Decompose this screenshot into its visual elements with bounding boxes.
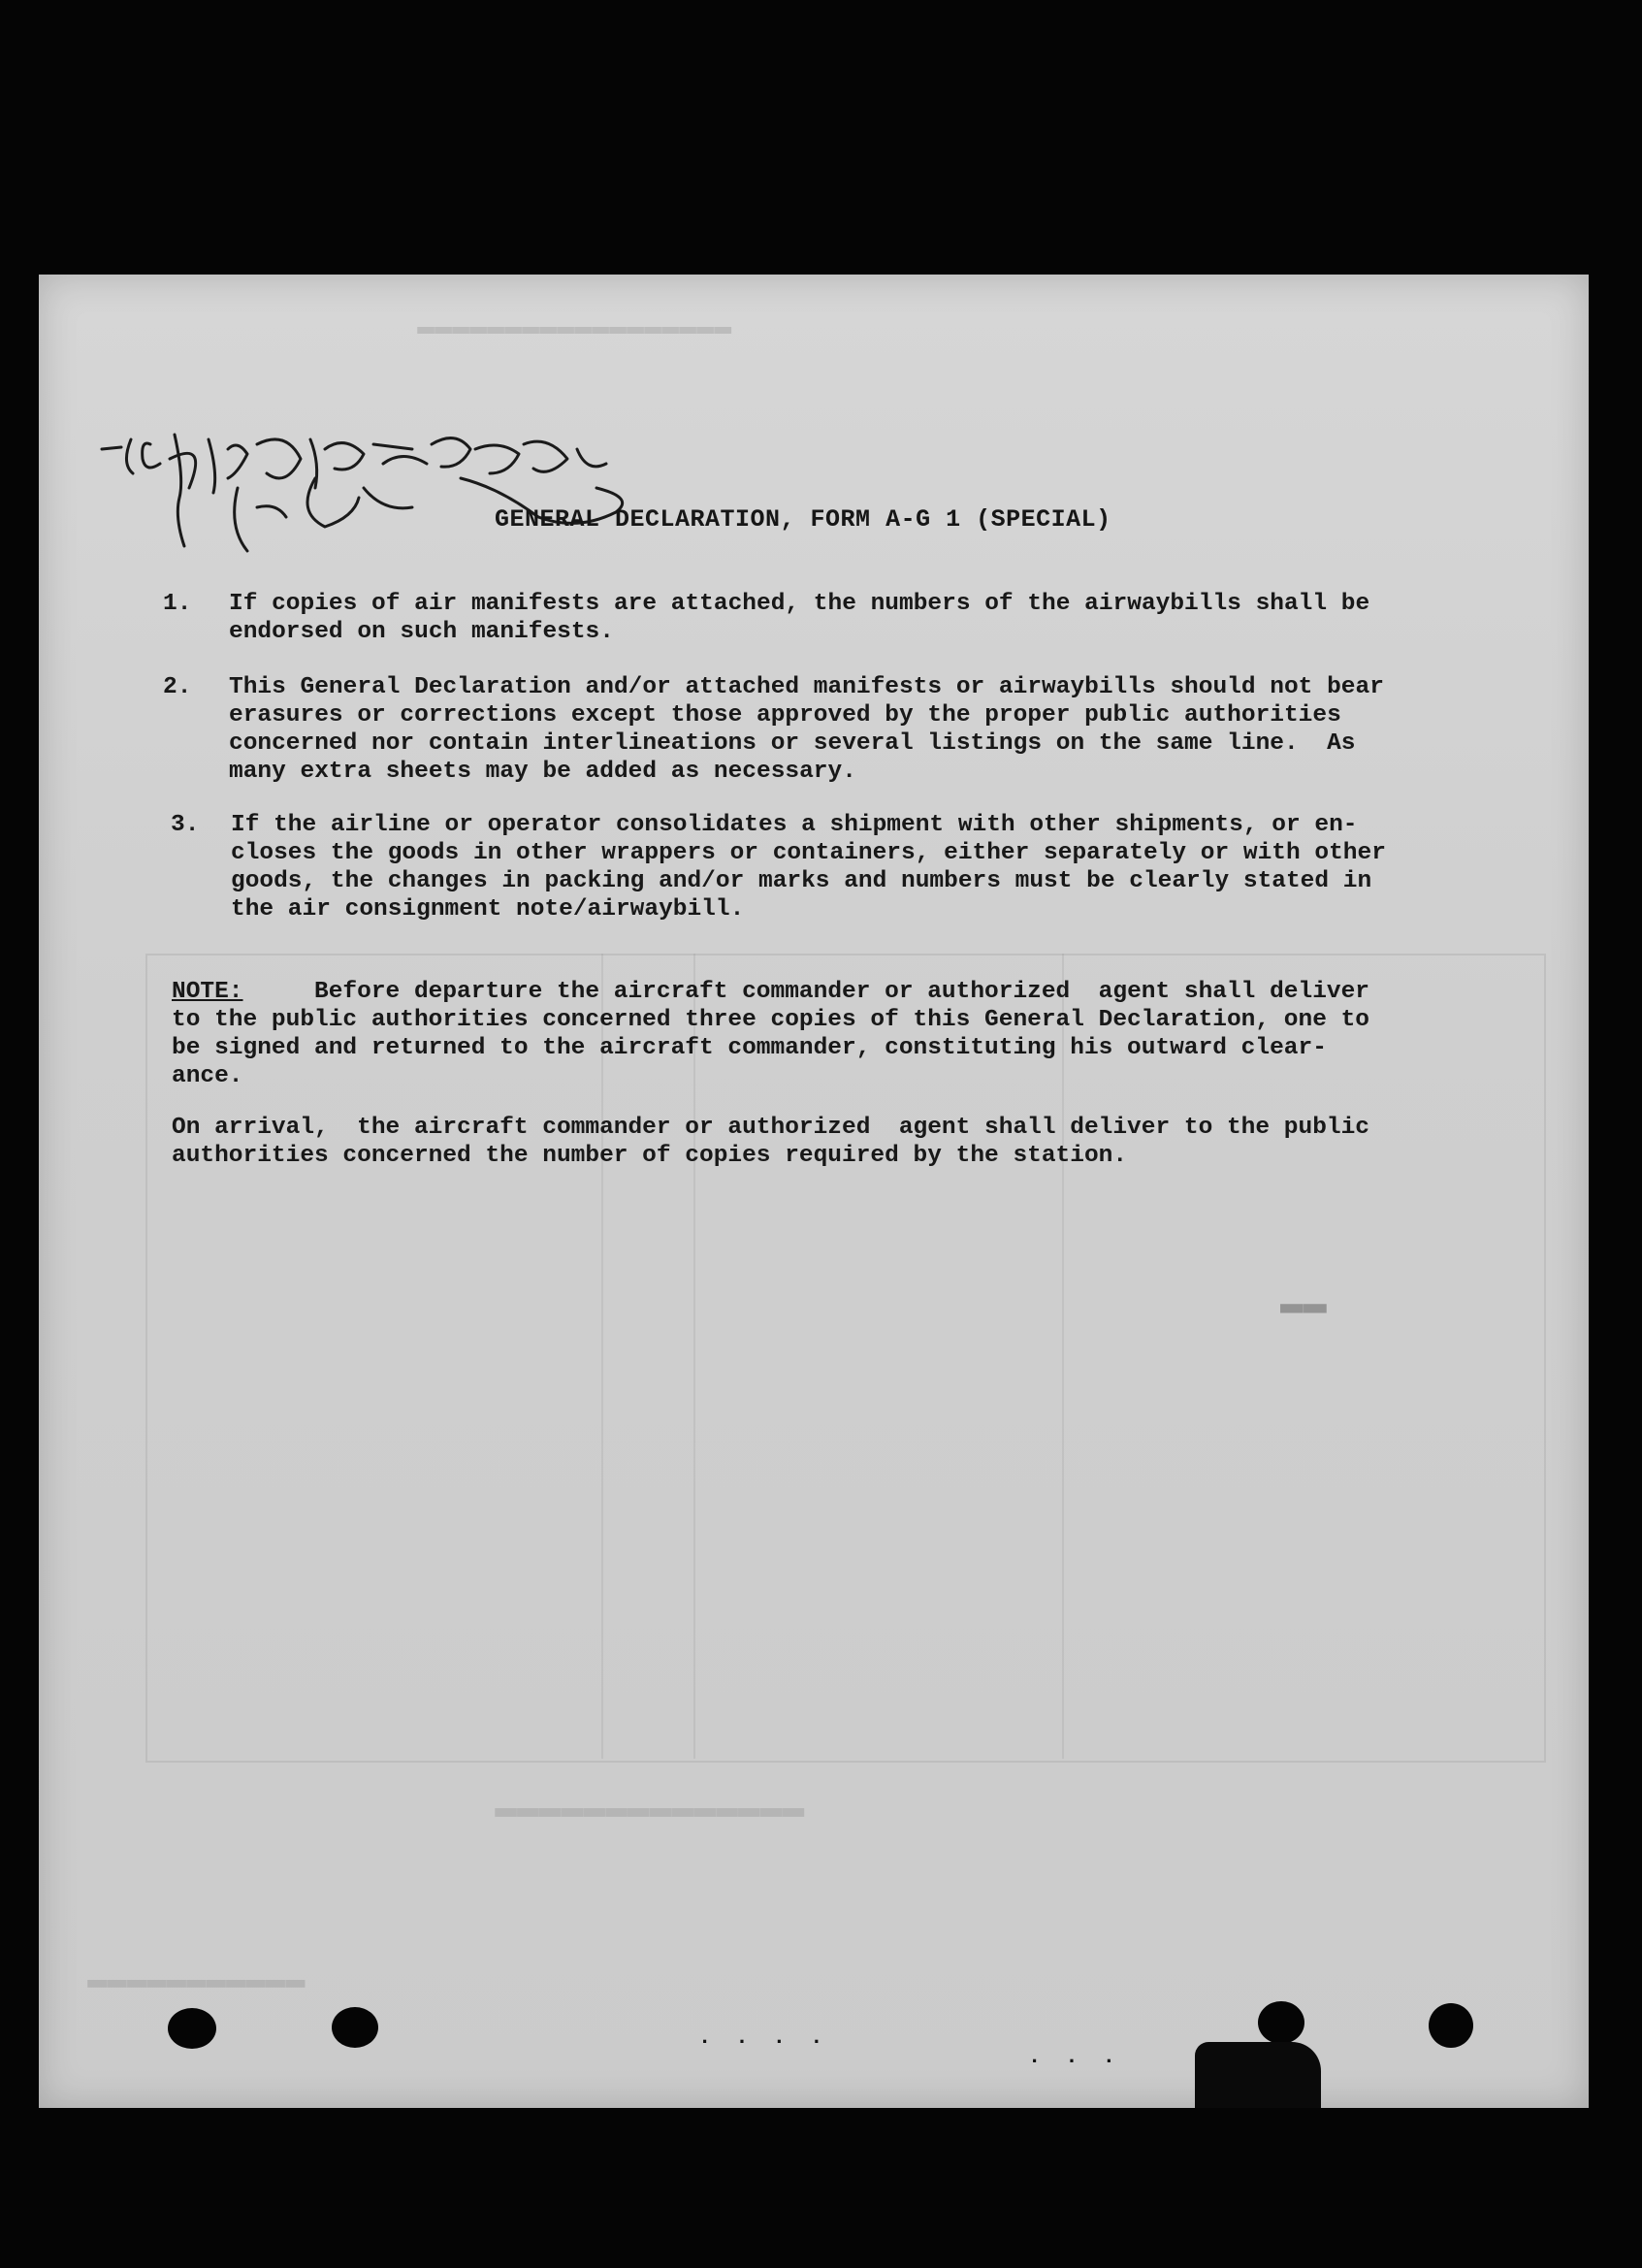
instruction-item (163, 673, 1521, 786)
instruction-text: This General Declaration and/or attached manifests or airwaybills should not bear erasures or corrections except those approved by the proper public authorities concerned nor contain interlineations or several listings on the same line. As many extra sheets may be added as necessary. (229, 674, 1384, 785)
bleed-through-text: ▬▬▬▬▬▬▬▬▬▬▬ (87, 1962, 306, 1999)
arrival-paragraph: On arrival, the aircraft commander or authorized agent shall deliver to the public authorities concerned the number of copies required by the station. (172, 1115, 1370, 1169)
instruction-item (163, 590, 1521, 646)
instruction-item (171, 811, 1529, 923)
note-text: Before departure the aircraft commander or authorized agent shall deliver to the public authorities concerned three copies of this General Declaration, one to be signed and returned to the aircraft commander, constituting his outward clear- ance. (172, 979, 1370, 1089)
bleed-through-text: ▬▬ (1280, 1283, 1328, 1327)
form-title: GENERAL DECLARATION, FORM A-G 1 (SPECIAL) (495, 505, 1111, 534)
bleed-through-text: ▬▬▬▬▬▬▬▬▬▬▬▬▬▬▬▬▬▬ (417, 311, 732, 344)
instruction-text: If copies of air manifests are attached, the numbers of the airwaybills shall be endorsed on such manifests. (229, 591, 1370, 645)
instruction-text: If the airline or operator consolidates a shipment with other shipments, or en- closes the goods in other wrappers or containers, either separately or with other goods, the changes in packing and/or marks and numbers must be clearly stated in the air consignment note/airwaybill. (231, 812, 1386, 923)
punch-hole (1429, 2003, 1473, 2048)
punch-hole (332, 2007, 378, 2048)
punch-hole (1258, 2001, 1304, 2044)
ink-specks: . . . (1028, 2045, 1122, 2069)
note-label: NOTE: (172, 979, 243, 1005)
document-sheet (39, 275, 1589, 2108)
instruction-number: 2. (163, 674, 192, 700)
handwritten-signature (92, 420, 771, 575)
punch-hole (168, 2008, 216, 2049)
torn-corner (1195, 2042, 1321, 2108)
bleed-through-text: ▬▬▬▬▬▬▬▬▬▬▬▬▬▬ (495, 1788, 805, 1830)
instruction-number: 3. (171, 812, 200, 838)
note-paragraph (172, 978, 1510, 1090)
ink-specks: . . . . (698, 2025, 829, 2050)
instruction-number: 1. (163, 591, 192, 617)
